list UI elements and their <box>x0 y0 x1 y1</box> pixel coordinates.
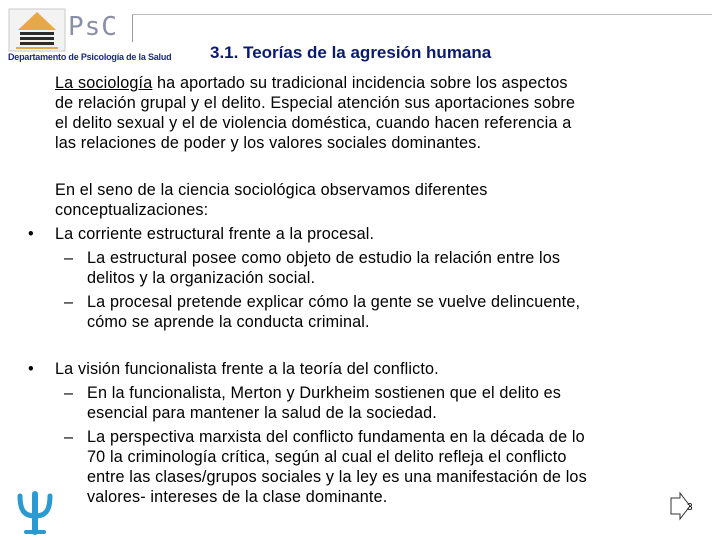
sub-marxist-line-3: entre las clases/grupos sociales y la ley es una manifestación de los <box>87 468 587 486</box>
intro-line-3: el delito sexual y el de violencia doméstica, cuando hacen referencia a <box>55 114 572 132</box>
sub-procesal-line-1: La procesal pretende explicar cómo la gente se vuelve delincuente, <box>87 293 581 311</box>
sub-marxist-line-1: La perspectiva marxista del conflicto fundamenta en la década de lo <box>87 428 585 446</box>
dash-marker: – <box>64 384 74 402</box>
bullet-marker: • <box>28 225 34 243</box>
dash-marker: – <box>64 293 74 311</box>
sub-functionalist-line-1: En la funcionalista, Merton y Durkheim sostienen que el delito es <box>87 384 562 402</box>
psi-logo-icon <box>14 490 56 536</box>
bullet-structural-vs-procesal: La corriente estructural frente a la procesal. <box>55 225 375 243</box>
section2-line-1: En el seno de la ciencia sociológica observamos diferentes <box>55 181 488 199</box>
next-slide-arrow-icon[interactable] <box>668 492 692 520</box>
slide-title: 3.1. Teorías de la agresión humana <box>210 43 492 62</box>
sub-structural-line-2: delitos y la organización social. <box>87 269 316 287</box>
header-divider-horizontal <box>132 14 712 15</box>
bullet-functionalist-vs-conflict: La visión funcionalista frente a la teoría del conflicto. <box>55 360 439 378</box>
logo-text: PsC <box>68 12 118 42</box>
intro-line-1 <box>55 73 695 93</box>
intro-line-1-rest: ha aportado su tradicional incidencia sobre los aspectos <box>152 74 568 92</box>
sub-functionalist-line-2: esencial para mantener la salud de la sociedad. <box>87 404 437 422</box>
page-number: 3 <box>687 502 693 513</box>
department-logo-icon <box>8 8 66 52</box>
intro-line-4: las relaciones de poder y los valores sociales dominantes. <box>55 134 482 152</box>
sub-marxist-line-4: valores- intereses de la clase dominante. <box>87 488 388 506</box>
sub-marxist-line-2: 70 la criminología crítica, según al cual el delito refleja el conflicto <box>87 448 567 466</box>
dash-marker: – <box>64 249 74 267</box>
intro-line-2: de relación grupal y el delito. Especial atención sus aportaciones sobre <box>55 94 576 112</box>
sub-procesal-line-2: cómo se aprende la conducta criminal. <box>87 313 370 331</box>
department-name: Departamento de Psicología de la Salud <box>8 52 172 62</box>
sociology-term: La sociología <box>55 74 153 92</box>
sub-structural-line-1: La estructural posee como objeto de estudio la relación entre los <box>87 249 561 267</box>
dash-marker: – <box>64 428 74 446</box>
section2-line-2: conceptualizaciones: <box>55 201 209 219</box>
header-divider-vertical <box>132 14 133 42</box>
bullet-marker: • <box>28 360 34 378</box>
